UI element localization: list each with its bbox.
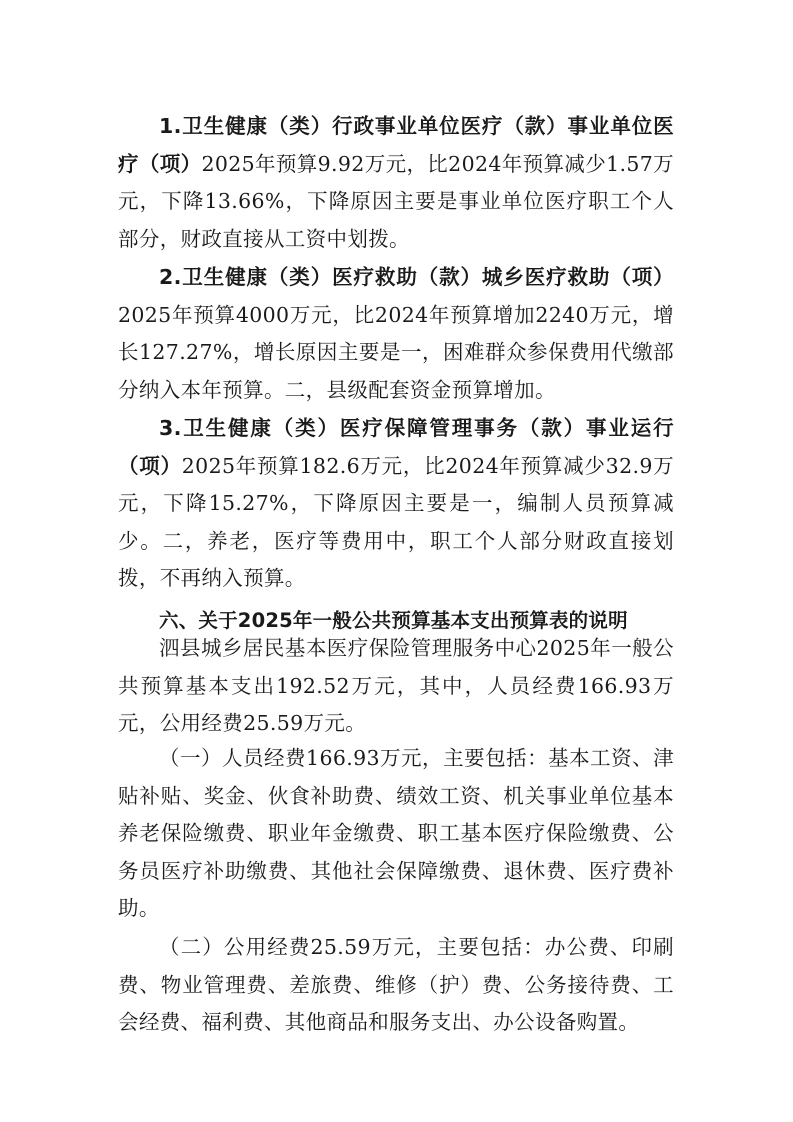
item-3-body: 2025年预算182.6万元，比2024年预算减少32.9万元，下降15.27%，下降原因主要是一，编制人员预算减少。二，养老，医疗等费用中，职工个人部分财政直接划拨，不再纳入预算。 [118, 453, 674, 590]
paragraph-summary: 泗县城乡居民基本医疗保险管理服务中心2025年一般公共预算基本支出192.52万元，其中，人员经费166.93万元，公用经费25.59万元。 [118, 636, 674, 735]
item-2-title: 2.卫生健康（类）医疗救助（款）城乡医疗救助（项） [159, 265, 674, 289]
item-2-body: 2025年预算4000万元，比2024年预算增加2240万元，增长127.27%，增长原因主要是一，困难群众参保费用代缴部分纳入本年预算。二，县级配套资金预算增加。 [118, 302, 674, 402]
item-1-title: 1.卫生健康（类）行政事业单位医疗（款）事业单位医疗（项） [118, 114, 674, 176]
section-heading: 六、关于2025年一般公共预算基本支出预算表的说明 [159, 609, 628, 632]
paragraph-item-3 [118, 410, 674, 598]
paragraph-item-2 [118, 259, 674, 409]
item-1-body: 2025年预算9.92万元，比2024年预算减少1.57万元，下降13.66%，下降原因主要是事业单位医疗职工个人部分，财政直接从工资中划拨。 [118, 151, 674, 251]
paragraph-personnel: （一）人员经费166.93万元，主要包括：基本工资、津贴补贴、奖金、伙食补助费、绩效工资、机关事业单位基本养老保险缴费、职业年金缴费、职工基本医疗保险缴费、公务员医疗补助缴费、其他社会保障缴费、退休费、医疗费补助。 [118, 746, 674, 920]
paragraph-item-1 [118, 108, 674, 258]
paragraph-public: （二）公用经费25.59万元，主要包括：办公费、印刷费、物业管理费、差旅费、维修（护）费、公务接待费、工会经费、福利费、其他商品和服务支出、办公设备购置。 [118, 935, 674, 1034]
item-3-title: 3.卫生健康（类）医疗保障管理事务（款）事业运行（项） [118, 416, 674, 478]
